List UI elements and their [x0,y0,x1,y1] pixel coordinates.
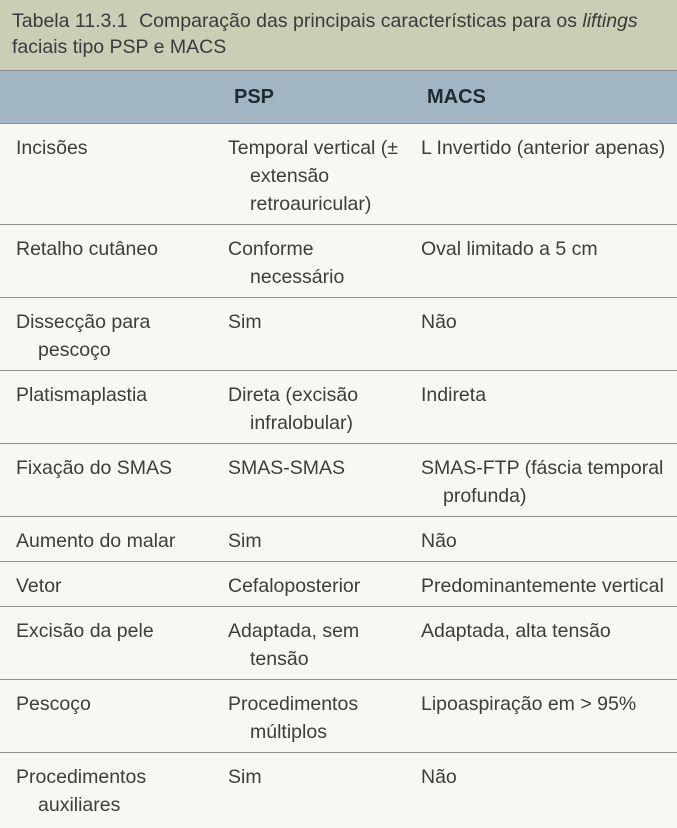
macs-cell-text: Adaptada, alta tensão [421,620,611,642]
macs-cell-text: L Invertido (anterior apenas) [421,137,666,159]
psp-cell-text: Sim [228,530,262,552]
macs-cell [419,124,677,225]
feature-cell [0,225,226,298]
psp-cell-text: Direta (excisão infralobular) [228,384,359,434]
feature-cell-text: Fixação do SMAS [16,457,173,479]
table-row [0,444,677,517]
macs-cell [419,225,677,298]
macs-cell [419,517,677,562]
psp-cell-text: Adaptada, sem tensão [228,620,360,670]
feature-cell-text: Incisões [16,137,88,159]
psp-cell-text: Sim [228,766,262,788]
psp-cell [226,225,419,298]
psp-cell-text: SMAS-SMAS [228,457,346,479]
psp-cell [226,444,419,517]
comparison-table [0,70,677,825]
table-title: Comparação das principais características para os liftings faciais tipo PSP e MACS [12,10,638,58]
feature-cell-text: Aumento do malar [16,530,176,552]
feature-cell [0,298,226,371]
header-cell-feature [0,71,226,124]
table-row [0,607,677,680]
feature-cell [0,124,226,225]
table-row [0,517,677,562]
feature-cell-text: Procedimentos auxiliares [16,766,147,816]
macs-cell-text: Lipoaspiração em > 95% [421,693,637,715]
feature-cell-text: Platismaplastia [16,384,148,406]
macs-cell [419,680,677,753]
table-row [0,562,677,607]
feature-cell [0,753,226,826]
feature-cell [0,607,226,680]
feature-cell-text: Dissecção para pescoço [16,311,151,361]
feature-cell [0,444,226,517]
psp-cell [226,680,419,753]
feature-cell-text: Vetor [16,575,62,597]
table-number: Tabela 11.3.1 [12,10,128,32]
psp-cell-text: Procedimentos múltiplos [228,693,359,743]
macs-cell-text: Indireta [421,384,487,406]
macs-cell-text: Não [421,530,457,552]
psp-cell [226,607,419,680]
feature-cell-text: Excisão da pele [16,620,154,642]
table-row [0,225,677,298]
psp-cell [226,753,419,826]
macs-cell-text: Oval limitado a 5 cm [421,238,598,260]
feature-cell-text: Pescoço [16,693,91,715]
table-row [0,371,677,444]
feature-cell [0,562,226,607]
macs-cell-text: Predominantemente vertical [421,575,664,597]
macs-cell [419,371,677,444]
header-cell-psp: PSP [226,71,419,124]
psp-cell [226,298,419,371]
table-row [0,753,677,826]
macs-cell [419,298,677,371]
macs-cell [419,753,677,826]
table-row [0,124,677,225]
table-caption [0,0,677,70]
header-cell-macs: MACS [419,71,677,124]
psp-cell-text: Temporal vertical (± extensão retroauricular) [228,137,398,215]
feature-cell-text: Retalho cutâneo [16,238,159,260]
table-header-row [0,71,677,124]
macs-cell-text: Não [421,311,457,333]
table-row [0,680,677,753]
feature-cell [0,680,226,753]
macs-cell [419,562,677,607]
macs-cell-text: Não [421,766,457,788]
psp-cell [226,371,419,444]
psp-cell-text: Sim [228,311,262,333]
macs-cell [419,444,677,517]
feature-cell [0,517,226,562]
psp-cell-text: Cefaloposterior [228,575,361,597]
table-row [0,298,677,371]
psp-cell [226,562,419,607]
macs-cell-text: SMAS-FTP (fáscia temporal profunda) [421,457,664,507]
feature-cell [0,371,226,444]
macs-cell [419,607,677,680]
psp-cell [226,517,419,562]
psp-cell-text: Conforme necessário [228,238,345,288]
psp-cell [226,124,419,225]
